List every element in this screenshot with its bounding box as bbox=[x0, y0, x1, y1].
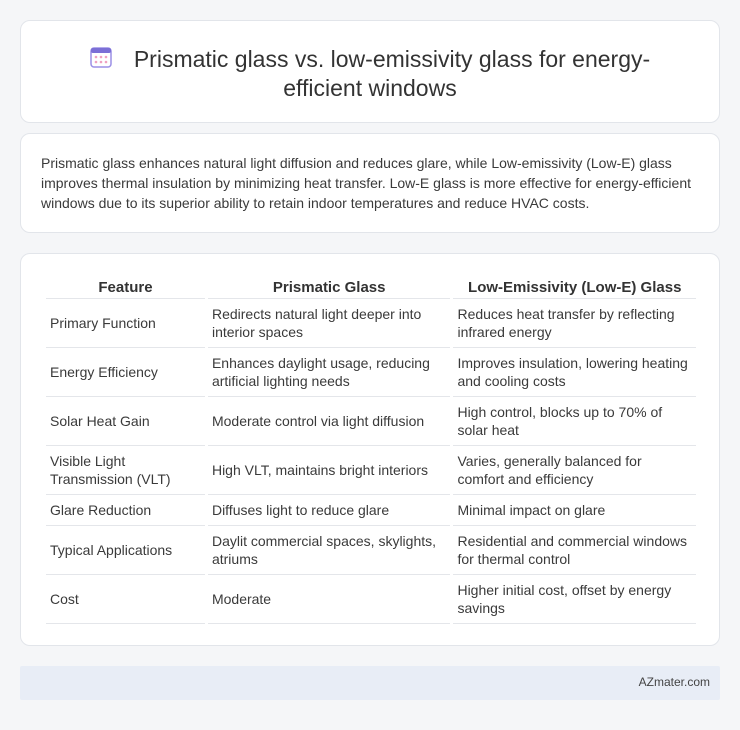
prismatic-cell: Enhances daylight usage, reducing artificial lighting needs bbox=[208, 348, 451, 397]
table-header-row bbox=[46, 276, 696, 299]
feature-cell: Solar Heat Gain bbox=[46, 397, 205, 446]
feature-cell: Energy Efficiency bbox=[46, 348, 205, 397]
footer-brand[interactable]: AZmater.com bbox=[638, 675, 710, 689]
low-e-cell: High control, blocks up to 70% of solar heat bbox=[453, 397, 696, 446]
feature-cell: Typical Applications bbox=[46, 526, 205, 575]
low-e-cell: Reduces heat transfer by reflecting infrared energy bbox=[453, 299, 696, 348]
header-feature: Feature bbox=[46, 276, 205, 299]
calendar-icon bbox=[90, 46, 112, 68]
table-row bbox=[46, 575, 696, 624]
prismatic-cell: Moderate bbox=[208, 575, 451, 624]
prismatic-cell: Daylit commercial spaces, skylights, atriums bbox=[208, 526, 451, 575]
table-row bbox=[46, 526, 696, 575]
low-e-cell: Improves insulation, lowering heating and cooling costs bbox=[453, 348, 696, 397]
feature-cell: Primary Function bbox=[46, 299, 205, 348]
feature-cell: Visible Light Transmission (VLT) bbox=[46, 446, 205, 495]
table-row bbox=[46, 348, 696, 397]
page-title-wrap bbox=[61, 45, 679, 103]
comparison-table-card bbox=[20, 253, 720, 646]
low-e-cell: Residential and commercial windows for thermal control bbox=[453, 526, 696, 575]
feature-cell: Cost bbox=[46, 575, 205, 624]
table-row bbox=[46, 495, 696, 526]
low-e-cell: Varies, generally balanced for comfort and efficiency bbox=[453, 446, 696, 495]
feature-cell: Glare Reduction bbox=[46, 495, 205, 526]
prismatic-cell: High VLT, maintains bright interiors bbox=[208, 446, 451, 495]
header-low-e-glass: Low-Emissivity (Low-E) Glass bbox=[453, 276, 696, 299]
prismatic-cell: Diffuses light to reduce glare bbox=[208, 495, 451, 526]
footer-bar bbox=[20, 666, 720, 700]
summary-text: Prismatic glass enhances natural light diffusion and reduces glare, while Low-emissivity (Low-E) glass improves thermal insulation by minimizing heat transfer. Low-E glass is more effective for energy-efficient windows due to its superior ability to retain indoor temperatures and reduce HVAC costs. bbox=[41, 155, 691, 211]
low-e-cell: Minimal impact on glare bbox=[453, 495, 696, 526]
prismatic-cell: Redirects natural light deeper into interior spaces bbox=[208, 299, 451, 348]
low-e-cell: Higher initial cost, offset by energy savings bbox=[453, 575, 696, 624]
table-row bbox=[46, 446, 696, 495]
table-row bbox=[46, 397, 696, 446]
page-title: Prismatic glass vs. low-emissivity glass for energy-efficient windows bbox=[133, 46, 651, 101]
prismatic-cell: Moderate control via light diffusion bbox=[208, 397, 451, 446]
comparison-table bbox=[43, 276, 699, 624]
title-card bbox=[20, 20, 720, 123]
summary-card bbox=[20, 133, 720, 233]
header-prismatic-glass: Prismatic Glass bbox=[208, 276, 451, 299]
table-row bbox=[46, 299, 696, 348]
